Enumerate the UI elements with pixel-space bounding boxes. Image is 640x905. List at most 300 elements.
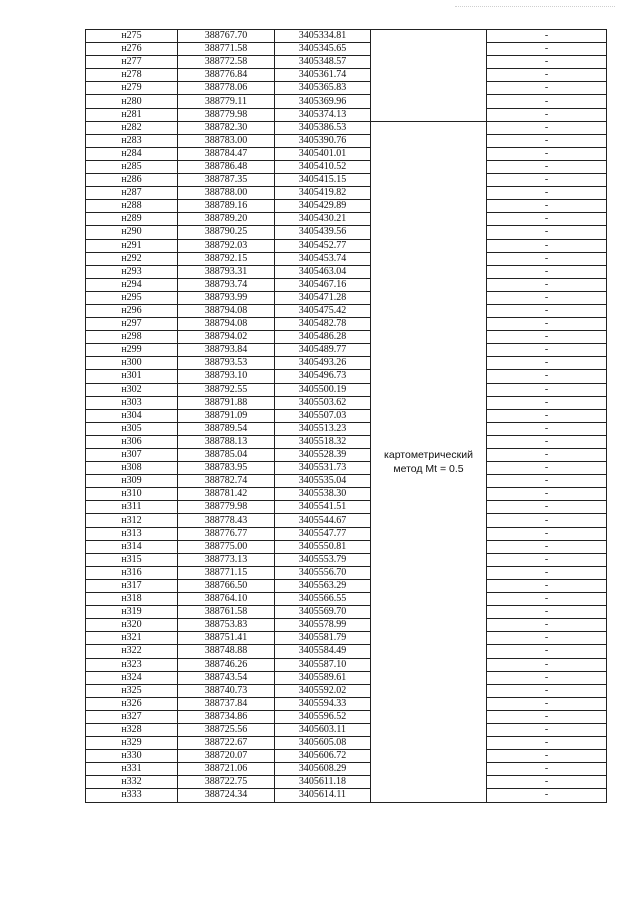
x-coordinate-cell: 388788.13 — [178, 435, 275, 448]
y-coordinate-cell: 3405401.01 — [275, 147, 371, 160]
table-row — [86, 304, 607, 317]
point-id-cell: н286 — [86, 174, 178, 187]
note-cell: - — [487, 684, 607, 697]
point-id-cell: н328 — [86, 723, 178, 736]
y-coordinate-cell: 3405334.81 — [275, 30, 371, 43]
y-coordinate-cell: 3405419.82 — [275, 187, 371, 200]
table-row — [86, 187, 607, 200]
table-row — [86, 30, 607, 43]
note-cell: - — [487, 278, 607, 291]
note-cell: - — [487, 82, 607, 95]
x-coordinate-cell: 388793.31 — [178, 265, 275, 278]
y-coordinate-cell: 3405500.19 — [275, 383, 371, 396]
note-cell: - — [487, 187, 607, 200]
note-cell: - — [487, 501, 607, 514]
x-coordinate-cell: 388772.58 — [178, 56, 275, 69]
table-row — [86, 134, 607, 147]
coordinates-table-body — [86, 30, 607, 803]
table-row — [86, 318, 607, 331]
table-row — [86, 514, 607, 527]
y-coordinate-cell: 3405578.99 — [275, 619, 371, 632]
y-coordinate-cell: 3405605.08 — [275, 737, 371, 750]
header-scan-artifact — [455, 6, 615, 11]
note-cell: - — [487, 697, 607, 710]
table-row — [86, 789, 607, 802]
y-coordinate-cell: 3405471.28 — [275, 291, 371, 304]
point-id-cell: н313 — [86, 527, 178, 540]
y-coordinate-cell: 3405452.77 — [275, 239, 371, 252]
note-cell: - — [487, 121, 607, 134]
y-coordinate-cell: 3405453.74 — [275, 252, 371, 265]
table-row — [86, 331, 607, 344]
note-cell: - — [487, 435, 607, 448]
table-row — [86, 160, 607, 173]
x-coordinate-cell: 388721.06 — [178, 763, 275, 776]
note-cell: - — [487, 645, 607, 658]
x-coordinate-cell: 388792.15 — [178, 252, 275, 265]
x-coordinate-cell: 388737.84 — [178, 697, 275, 710]
y-coordinate-cell: 3405550.81 — [275, 540, 371, 553]
x-coordinate-cell: 388773.13 — [178, 553, 275, 566]
y-coordinate-cell: 3405592.02 — [275, 684, 371, 697]
table-row — [86, 396, 607, 409]
point-id-cell: н301 — [86, 370, 178, 383]
note-cell: - — [487, 527, 607, 540]
x-coordinate-cell: 388778.43 — [178, 514, 275, 527]
y-coordinate-cell: 3405541.51 — [275, 501, 371, 514]
point-id-cell: н314 — [86, 540, 178, 553]
x-coordinate-cell: 388743.54 — [178, 671, 275, 684]
y-coordinate-cell: 3405566.55 — [275, 593, 371, 606]
note-cell: - — [487, 370, 607, 383]
note-cell: - — [487, 671, 607, 684]
point-id-cell: н297 — [86, 318, 178, 331]
table-row — [86, 566, 607, 579]
note-cell: - — [487, 239, 607, 252]
x-coordinate-cell: 388779.98 — [178, 501, 275, 514]
point-id-cell: н320 — [86, 619, 178, 632]
note-cell: - — [487, 566, 607, 579]
point-id-cell: н283 — [86, 134, 178, 147]
y-coordinate-cell: 3405486.28 — [275, 331, 371, 344]
x-coordinate-cell: 388792.55 — [178, 383, 275, 396]
point-id-cell: н304 — [86, 409, 178, 422]
y-coordinate-cell: 3405475.42 — [275, 304, 371, 317]
x-coordinate-cell: 388722.67 — [178, 737, 275, 750]
point-id-cell: н307 — [86, 449, 178, 462]
table-row — [86, 645, 607, 658]
point-id-cell: н329 — [86, 737, 178, 750]
y-coordinate-cell: 3405589.61 — [275, 671, 371, 684]
y-coordinate-cell: 3405430.21 — [275, 213, 371, 226]
point-id-cell: н279 — [86, 82, 178, 95]
point-id-cell: н287 — [86, 187, 178, 200]
note-cell: - — [487, 43, 607, 56]
table-row — [86, 108, 607, 121]
x-coordinate-cell: 388766.50 — [178, 579, 275, 592]
table-row — [86, 710, 607, 723]
y-coordinate-cell: 3405606.72 — [275, 750, 371, 763]
table-row — [86, 606, 607, 619]
table-row — [86, 43, 607, 56]
note-cell: - — [487, 763, 607, 776]
note-cell: - — [487, 30, 607, 43]
table-row — [86, 488, 607, 501]
table-row — [86, 239, 607, 252]
point-id-cell: н308 — [86, 462, 178, 475]
x-coordinate-cell: 388791.09 — [178, 409, 275, 422]
point-id-cell: н306 — [86, 435, 178, 448]
point-id-cell: н292 — [86, 252, 178, 265]
table-row — [86, 527, 607, 540]
note-cell: - — [487, 331, 607, 344]
table-row — [86, 435, 607, 448]
y-coordinate-cell: 3405489.77 — [275, 344, 371, 357]
note-cell: - — [487, 593, 607, 606]
y-coordinate-cell: 3405410.52 — [275, 160, 371, 173]
x-coordinate-cell: 388761.58 — [178, 606, 275, 619]
table-row — [86, 462, 607, 475]
table-row — [86, 737, 607, 750]
note-cell: - — [487, 553, 607, 566]
table-row — [86, 553, 607, 566]
note-cell: - — [487, 69, 607, 82]
table-row — [86, 357, 607, 370]
x-coordinate-cell: 388794.08 — [178, 318, 275, 331]
note-cell: - — [487, 383, 607, 396]
note-cell: - — [487, 291, 607, 304]
note-cell: - — [487, 252, 607, 265]
y-coordinate-cell: 3405611.18 — [275, 776, 371, 789]
table-row — [86, 56, 607, 69]
table-row — [86, 671, 607, 684]
x-coordinate-cell: 388734.86 — [178, 710, 275, 723]
y-coordinate-cell: 3405503.62 — [275, 396, 371, 409]
note-cell: - — [487, 789, 607, 802]
table-row — [86, 409, 607, 422]
y-coordinate-cell: 3405584.49 — [275, 645, 371, 658]
note-cell: - — [487, 579, 607, 592]
table-row — [86, 69, 607, 82]
y-coordinate-cell: 3405345.65 — [275, 43, 371, 56]
point-id-cell: н294 — [86, 278, 178, 291]
x-coordinate-cell: 388789.16 — [178, 200, 275, 213]
note-cell: - — [487, 318, 607, 331]
table-row — [86, 422, 607, 435]
x-coordinate-cell: 388793.84 — [178, 344, 275, 357]
note-cell: - — [487, 723, 607, 736]
note-cell: - — [487, 95, 607, 108]
y-coordinate-cell: 3405361.74 — [275, 69, 371, 82]
table-row — [86, 226, 607, 239]
method-cell-empty — [371, 30, 487, 122]
note-cell: - — [487, 213, 607, 226]
note-cell: - — [487, 108, 607, 121]
point-id-cell: н312 — [86, 514, 178, 527]
y-coordinate-cell: 3405531.73 — [275, 462, 371, 475]
note-cell: - — [487, 265, 607, 278]
y-coordinate-cell: 3405603.11 — [275, 723, 371, 736]
note-cell: - — [487, 710, 607, 723]
table-row — [86, 475, 607, 488]
y-coordinate-cell: 3405596.52 — [275, 710, 371, 723]
table-row — [86, 200, 607, 213]
note-cell: - — [487, 540, 607, 553]
point-id-cell: н333 — [86, 789, 178, 802]
table-row — [86, 540, 607, 553]
table-row — [86, 147, 607, 160]
note-cell: - — [487, 750, 607, 763]
x-coordinate-cell: 388793.99 — [178, 291, 275, 304]
x-coordinate-cell: 388767.70 — [178, 30, 275, 43]
x-coordinate-cell: 388722.75 — [178, 776, 275, 789]
y-coordinate-cell: 3405386.53 — [275, 121, 371, 134]
x-coordinate-cell: 388788.00 — [178, 187, 275, 200]
y-coordinate-cell: 3405528.39 — [275, 449, 371, 462]
y-coordinate-cell: 3405348.57 — [275, 56, 371, 69]
y-coordinate-cell: 3405544.67 — [275, 514, 371, 527]
table-row — [86, 750, 607, 763]
table-row — [86, 697, 607, 710]
note-cell: - — [487, 658, 607, 671]
table-row — [86, 723, 607, 736]
table-row — [86, 383, 607, 396]
x-coordinate-cell: 388783.95 — [178, 462, 275, 475]
coordinates-table — [85, 29, 607, 803]
table-row — [86, 213, 607, 226]
point-id-cell: н322 — [86, 645, 178, 658]
x-coordinate-cell: 388789.20 — [178, 213, 275, 226]
note-cell: - — [487, 606, 607, 619]
point-id-cell: н296 — [86, 304, 178, 317]
point-id-cell: н315 — [86, 553, 178, 566]
point-id-cell: н311 — [86, 501, 178, 514]
point-id-cell: н327 — [86, 710, 178, 723]
x-coordinate-cell: 388785.04 — [178, 449, 275, 462]
y-coordinate-cell: 3405439.56 — [275, 226, 371, 239]
point-id-cell: н280 — [86, 95, 178, 108]
point-id-cell: н285 — [86, 160, 178, 173]
x-coordinate-cell: 388787.35 — [178, 174, 275, 187]
y-coordinate-cell: 3405415.15 — [275, 174, 371, 187]
y-coordinate-cell: 3405581.79 — [275, 632, 371, 645]
point-id-cell: н295 — [86, 291, 178, 304]
table-row — [86, 684, 607, 697]
table-row — [86, 291, 607, 304]
table-row — [86, 776, 607, 789]
x-coordinate-cell: 388781.42 — [178, 488, 275, 501]
note-cell: - — [487, 200, 607, 213]
point-id-cell: н303 — [86, 396, 178, 409]
x-coordinate-cell: 388746.26 — [178, 658, 275, 671]
table-row — [86, 174, 607, 187]
x-coordinate-cell: 388776.77 — [178, 527, 275, 540]
table-row — [86, 579, 607, 592]
x-coordinate-cell: 388778.06 — [178, 82, 275, 95]
x-coordinate-cell: 388748.88 — [178, 645, 275, 658]
point-id-cell: н300 — [86, 357, 178, 370]
x-coordinate-cell: 388793.74 — [178, 278, 275, 291]
x-coordinate-cell: 388794.08 — [178, 304, 275, 317]
note-cell: - — [487, 174, 607, 187]
x-coordinate-cell: 388764.10 — [178, 593, 275, 606]
point-id-cell: н323 — [86, 658, 178, 671]
y-coordinate-cell: 3405563.29 — [275, 579, 371, 592]
point-id-cell: н321 — [86, 632, 178, 645]
x-coordinate-cell: 388793.53 — [178, 357, 275, 370]
note-cell: - — [487, 160, 607, 173]
note-cell: - — [487, 632, 607, 645]
point-id-cell: н318 — [86, 593, 178, 606]
table-row — [86, 632, 607, 645]
note-cell: - — [487, 56, 607, 69]
x-coordinate-cell: 388782.30 — [178, 121, 275, 134]
y-coordinate-cell: 3405365.83 — [275, 82, 371, 95]
point-id-cell: н290 — [86, 226, 178, 239]
point-id-cell: н305 — [86, 422, 178, 435]
note-cell: - — [487, 357, 607, 370]
point-id-cell: н317 — [86, 579, 178, 592]
point-id-cell: н310 — [86, 488, 178, 501]
x-coordinate-cell: 388779.11 — [178, 95, 275, 108]
table-row — [86, 658, 607, 671]
table-row — [86, 344, 607, 357]
method-cell: картометрический метод Mt = 0.5 — [371, 121, 487, 802]
note-cell: - — [487, 514, 607, 527]
point-id-cell: н298 — [86, 331, 178, 344]
y-coordinate-cell: 3405594.33 — [275, 697, 371, 710]
y-coordinate-cell: 3405608.29 — [275, 763, 371, 776]
note-cell: - — [487, 147, 607, 160]
x-coordinate-cell: 388794.02 — [178, 331, 275, 344]
table-row — [86, 593, 607, 606]
x-coordinate-cell: 388775.00 — [178, 540, 275, 553]
y-coordinate-cell: 3405553.79 — [275, 553, 371, 566]
point-id-cell: н316 — [86, 566, 178, 579]
x-coordinate-cell: 388790.25 — [178, 226, 275, 239]
x-coordinate-cell: 388776.84 — [178, 69, 275, 82]
table-row — [86, 278, 607, 291]
point-id-cell: н332 — [86, 776, 178, 789]
y-coordinate-cell: 3405569.70 — [275, 606, 371, 619]
x-coordinate-cell: 388784.47 — [178, 147, 275, 160]
table-row — [86, 763, 607, 776]
note-cell: - — [487, 396, 607, 409]
point-id-cell: н277 — [86, 56, 178, 69]
table-row — [86, 265, 607, 278]
x-coordinate-cell: 388789.54 — [178, 422, 275, 435]
y-coordinate-cell: 3405507.03 — [275, 409, 371, 422]
point-id-cell: н324 — [86, 671, 178, 684]
point-id-cell: н309 — [86, 475, 178, 488]
note-cell: - — [487, 304, 607, 317]
point-id-cell: н291 — [86, 239, 178, 252]
point-id-cell: н276 — [86, 43, 178, 56]
table-row — [86, 252, 607, 265]
point-id-cell: н319 — [86, 606, 178, 619]
x-coordinate-cell: 388725.56 — [178, 723, 275, 736]
point-id-cell: н288 — [86, 200, 178, 213]
y-coordinate-cell: 3405614.11 — [275, 789, 371, 802]
y-coordinate-cell: 3405369.96 — [275, 95, 371, 108]
x-coordinate-cell: 388793.10 — [178, 370, 275, 383]
y-coordinate-cell: 3405482.78 — [275, 318, 371, 331]
y-coordinate-cell: 3405467.16 — [275, 278, 371, 291]
point-id-cell: н326 — [86, 697, 178, 710]
point-id-cell: н331 — [86, 763, 178, 776]
y-coordinate-cell: 3405496.73 — [275, 370, 371, 383]
note-cell: - — [487, 449, 607, 462]
note-cell: - — [487, 488, 607, 501]
note-cell: - — [487, 422, 607, 435]
x-coordinate-cell: 388782.74 — [178, 475, 275, 488]
y-coordinate-cell: 3405463.04 — [275, 265, 371, 278]
point-id-cell: н278 — [86, 69, 178, 82]
y-coordinate-cell: 3405587.10 — [275, 658, 371, 671]
y-coordinate-cell: 3405535.04 — [275, 475, 371, 488]
note-cell: - — [487, 475, 607, 488]
table-row — [86, 619, 607, 632]
point-id-cell: н302 — [86, 383, 178, 396]
table-row — [86, 121, 607, 134]
x-coordinate-cell: 388771.15 — [178, 566, 275, 579]
x-coordinate-cell: 388779.98 — [178, 108, 275, 121]
point-id-cell: н330 — [86, 750, 178, 763]
note-cell: - — [487, 226, 607, 239]
note-cell: - — [487, 344, 607, 357]
x-coordinate-cell: 388792.03 — [178, 239, 275, 252]
x-coordinate-cell: 388724.34 — [178, 789, 275, 802]
y-coordinate-cell: 3405538.30 — [275, 488, 371, 501]
table-row — [86, 449, 607, 462]
y-coordinate-cell: 3405390.76 — [275, 134, 371, 147]
y-coordinate-cell: 3405556.70 — [275, 566, 371, 579]
point-id-cell: н289 — [86, 213, 178, 226]
x-coordinate-cell: 388751.41 — [178, 632, 275, 645]
x-coordinate-cell: 388720.07 — [178, 750, 275, 763]
note-cell: - — [487, 619, 607, 632]
table-row — [86, 82, 607, 95]
y-coordinate-cell: 3405547.77 — [275, 527, 371, 540]
point-id-cell: н299 — [86, 344, 178, 357]
note-cell: - — [487, 462, 607, 475]
y-coordinate-cell: 3405518.32 — [275, 435, 371, 448]
table-row — [86, 370, 607, 383]
x-coordinate-cell: 388753.83 — [178, 619, 275, 632]
point-id-cell: н282 — [86, 121, 178, 134]
point-id-cell: н293 — [86, 265, 178, 278]
point-id-cell: н275 — [86, 30, 178, 43]
note-cell: - — [487, 737, 607, 750]
point-id-cell: н284 — [86, 147, 178, 160]
x-coordinate-cell: 388783.00 — [178, 134, 275, 147]
y-coordinate-cell: 3405493.26 — [275, 357, 371, 370]
point-id-cell: н281 — [86, 108, 178, 121]
x-coordinate-cell: 388786.48 — [178, 160, 275, 173]
x-coordinate-cell: 388771.58 — [178, 43, 275, 56]
note-cell: - — [487, 409, 607, 422]
y-coordinate-cell: 3405374.13 — [275, 108, 371, 121]
x-coordinate-cell: 388740.73 — [178, 684, 275, 697]
note-cell: - — [487, 134, 607, 147]
point-id-cell: н325 — [86, 684, 178, 697]
note-cell: - — [487, 776, 607, 789]
y-coordinate-cell: 3405429.89 — [275, 200, 371, 213]
x-coordinate-cell: 388791.88 — [178, 396, 275, 409]
y-coordinate-cell: 3405513.23 — [275, 422, 371, 435]
table-row — [86, 95, 607, 108]
table-row — [86, 501, 607, 514]
